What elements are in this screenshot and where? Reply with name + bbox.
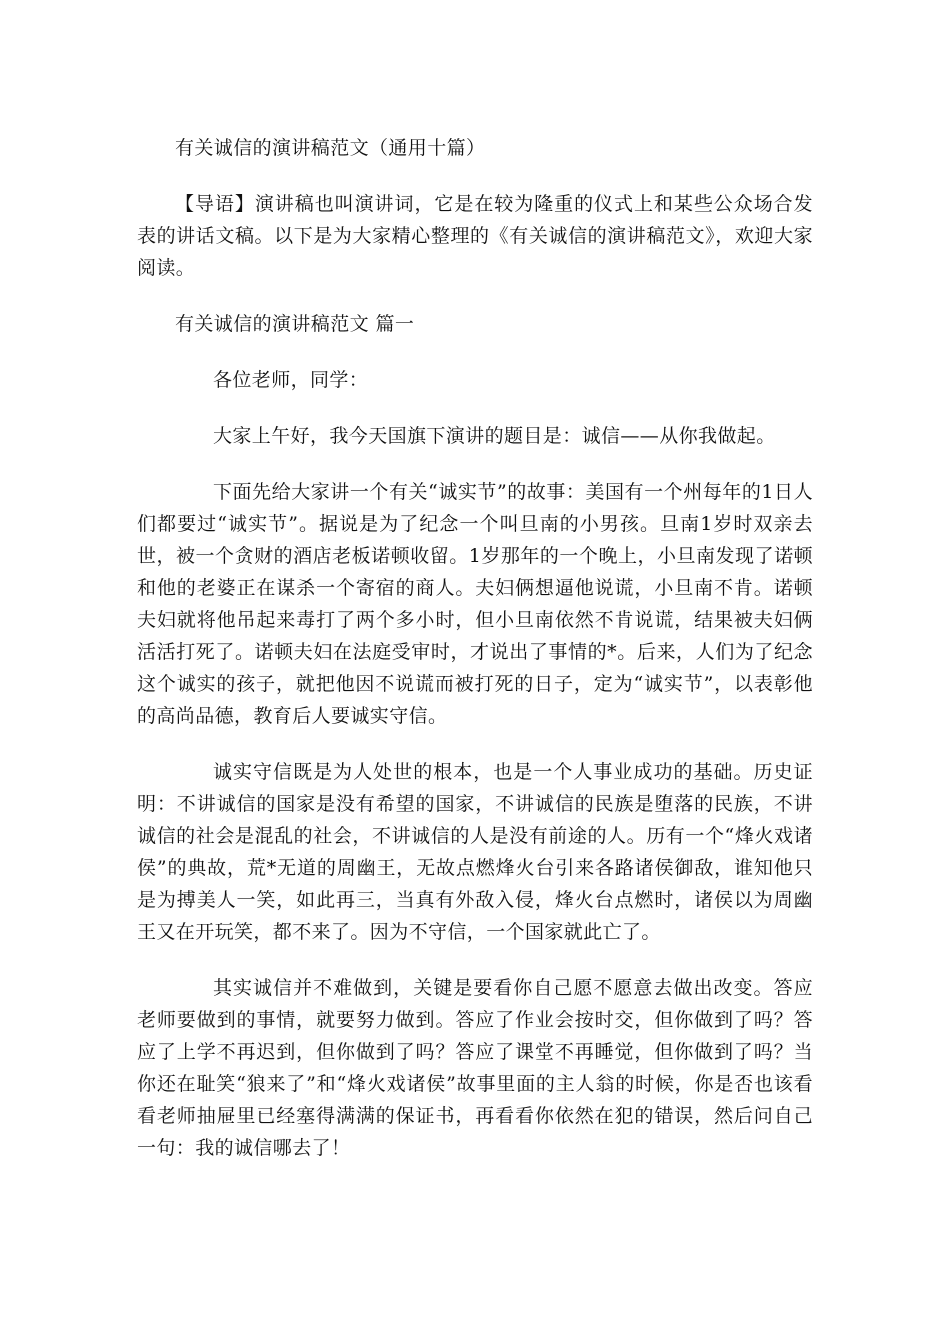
intro-text: 演讲稿也叫演讲词，它是在较为隆重的仪式上和某些公众场合发表的讲话文稿。以下是为大家精心整理的《有关诚信的演讲稿范文》，欢迎大家阅读。 [137, 193, 813, 279]
section-heading: 有关诚信的演讲稿范文 篇一 [175, 313, 415, 335]
document-title: 有关诚信的演讲稿范文（通用十篇） [175, 137, 486, 159]
paragraph-story: 下面先给大家讲一个有关“诚实节”的故事：美国有一个州每年的1日人们都要过“诚实节”。据说是为了纪念一个叫旦南的小男孩。旦南1岁时双亲去世，被一个贪财的酒店老板诺顿收留。1岁那年的一个晚上，小旦南发现了诺顿和他的老婆正在谋杀一个寄宿的商人。夫妇俩想逼他说谎，小旦南不肯。诺顿夫妇就将他吊起来毒打了两个多小时，但小旦南依然不肯说谎，结果被夫妇俩活活打死了。诺顿夫妇在法庭受审时，才说出了事情的*。后来，人们为了纪念这个诚实的孩子，就把他因不说谎而被打死的日子，定为“诚实节”，以表彰他的高尚品德，教育后人要诚实守信。 [137, 481, 813, 727]
document-body [137, 132, 813, 1188]
paragraph-reflection: 其实诚信并不难做到，关键是要看你自己愿不愿意去做出改变。答应老师要做到的事情，就要努力做到。答应了作业会按时交，但你做到了吗？答应了上学不再迟到，但你做到了吗？答应了课堂不再睡觉，但你做到了吗？当你还在耻笑“狼来了”和“烽火戏诸侯”故事里面的主人翁的时候，你是否也该看看老师抽屉里已经塞得满满的保证书，再看看你依然在犯的错误，然后问自己一句：我的诚信哪去了！ [137, 977, 813, 1159]
intro-tag: 【导语】 [175, 193, 255, 215]
intro-paragraph [137, 188, 813, 284]
paragraph-history: 诚实守信既是为人处世的根本，也是一个人事业成功的基础。历史证明：不讲诚信的国家是没有希望的国家，不讲诚信的民族是堕落的民族，不讲诚信的社会是混乱的社会，不讲诚信的人是没有前途的人。历有一个“烽火戏诸侯”的典故，荒*无道的周幽王，无故点燃烽火台引来各路诸侯御敌，谁知他只是为搏美人一笑，如此再三，当真有外敌入侵，烽火台点燃时，诸侯以为周幽王又在开玩笑，都不来了。因为不守信，一个国家就此亡了。 [137, 761, 813, 943]
paragraph-opening: 大家上午好，我今天国旗下演讲的题目是：诚信——从你我做起。 [213, 425, 776, 447]
paragraph-greeting: 各位老师，同学： [213, 369, 369, 391]
